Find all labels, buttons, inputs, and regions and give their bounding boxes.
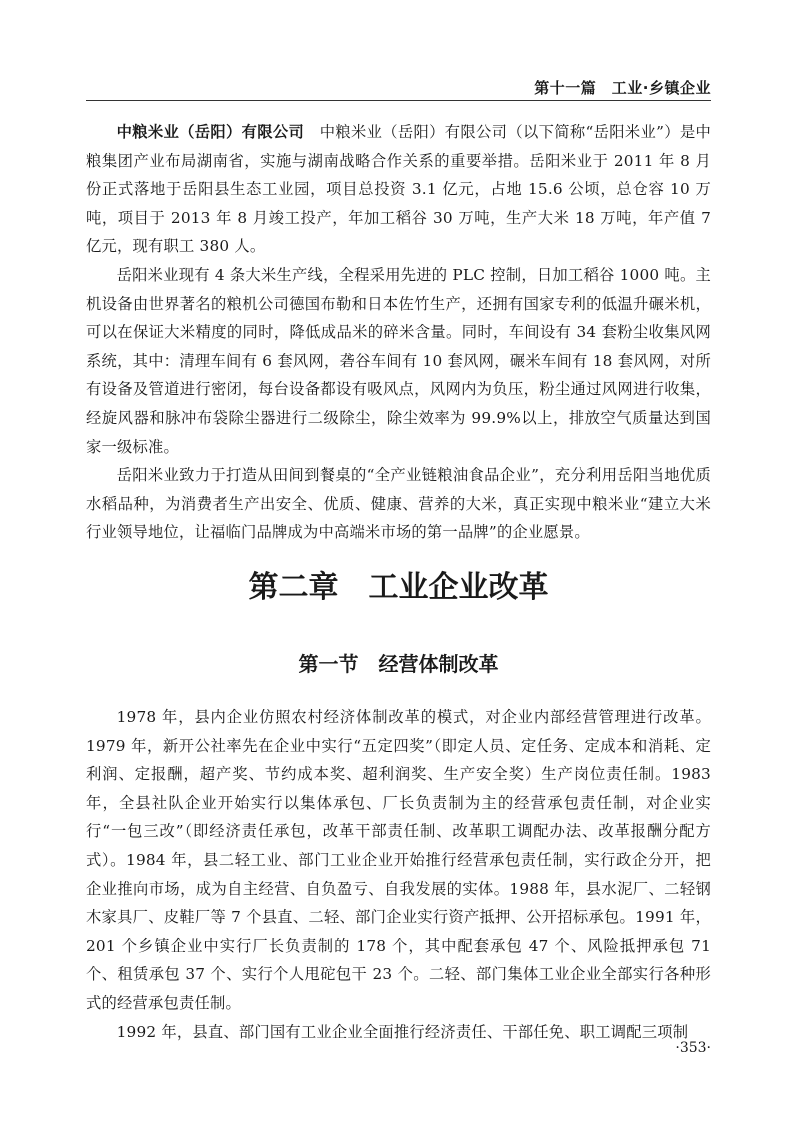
- section-title: 第一节 经营体制改革: [298, 652, 499, 676]
- company-lead-title: 中粮米业（岳阳）有限公司: [116, 123, 305, 141]
- company-paragraph-2: 岳阳米业现有 4 条大米生产线，全程采用先进的 PLC 控制，日加工稻谷 1000 吨。主机设备由世界著名的粮机公司德国布勒和日本佐竹生产，还拥有国家专利的低温升碾米机，可以在保证大米精度的同时，降低成品米的碎米含量。同时，车间设有 34 套粉尘收集风网系统，其中：清理车间有 6 套风网，砻谷车间有 10 套风网，碾米车间有 18 套风网，对所有设备及管道进行密闭，每台设备都设有吸风点，风网内为负压，粉尘通过风网进行收集，经旋风器和脉冲布袋除尘器进行二级除尘，除尘效率为 99.9%以上，排放空气质量达到国家一级标准。: [86, 265, 711, 456]
- section-paragraph-2: 1992 年，县直、部门国有工业企业全面推行经济责任、干部任免、职工调配三项制: [116, 1022, 689, 1041]
- company-section: [86, 118, 711, 547]
- header-divider: [86, 100, 711, 101]
- company-paragraph-3: 岳阳米业致力于打造从田间到餐桌的“全产业链粮油食品企业”，充分利用岳阳当地优质水稻品种，为消费者生产出安全、优质、健康、营养的大米，真正实现中粮米业“建立大米行业领导地位，让福临门品牌成为中高端米市场的第一品牌”的企业愿景。: [86, 466, 711, 542]
- chapter-title: 第二章 工业企业改革: [248, 570, 549, 605]
- section-paragraph-1: 1978 年，县内企业仿照农村经济体制改革的模式，对企业内部经营管理进行改革。1979 年，新开公社率先在企业中实行“五定四奖”（即定人员、定任务、定成本和消耗、定利润、定报酬，超产奖、节约成本奖、超利润奖、生产安全奖）生产岗位责任制。1983 年，全县社队企业开始实行以集体承包、厂长负责制为主的经营承包责任制，对企业实行“一包三改”（即经济责任承包，改革干部责任制、改革职工调配办法、改革报酬分配方式）。1984 年，县二轻工业、部门工业企业开始推行经营承包责任制，实行政企分开，把企业推向市场，成为自主经营、自负盈亏、自我发展的实体。1988 年，县水泥厂、二轻钢木家具厂、皮鞋厂等 7 个县直、二轻、部门企业实行资产抵押、公开招标承包。1991 年，201 个乡镇企业中实行厂长负责制的 178 个，其中配套承包 47 个、风险抵押承包 71 个、租赁承包 37 个、实行个人甩砣包干 23 个。二轻、部门集体工业企业全部实行各种形式的经营承包责任制。: [86, 708, 711, 1012]
- company-paragraph-1: [86, 118, 711, 261]
- section-body: [86, 703, 711, 1046]
- running-header: 第十一篇 工业·乡镇企业: [534, 79, 711, 97]
- page-number: ·353·: [675, 1040, 711, 1056]
- company-paragraph-1-text: 中粮米业（岳阳）有限公司（以下简称“岳阳米业”）是中粮集团产业布局湖南省，实施与湖南战略合作关系的重要举措。岳阳米业于 2011 年 8 月份正式落地于岳阳县生态工业园，项目总投资 3.1 亿元，占地 15.6 公顷，总仓容 10 万吨，项目于 2013 年 8 月竣工投产，年加工稻谷 30 万吨，生产大米 18 万吨，年产值 7 亿元，现有职工 380 人。: [86, 123, 712, 256]
